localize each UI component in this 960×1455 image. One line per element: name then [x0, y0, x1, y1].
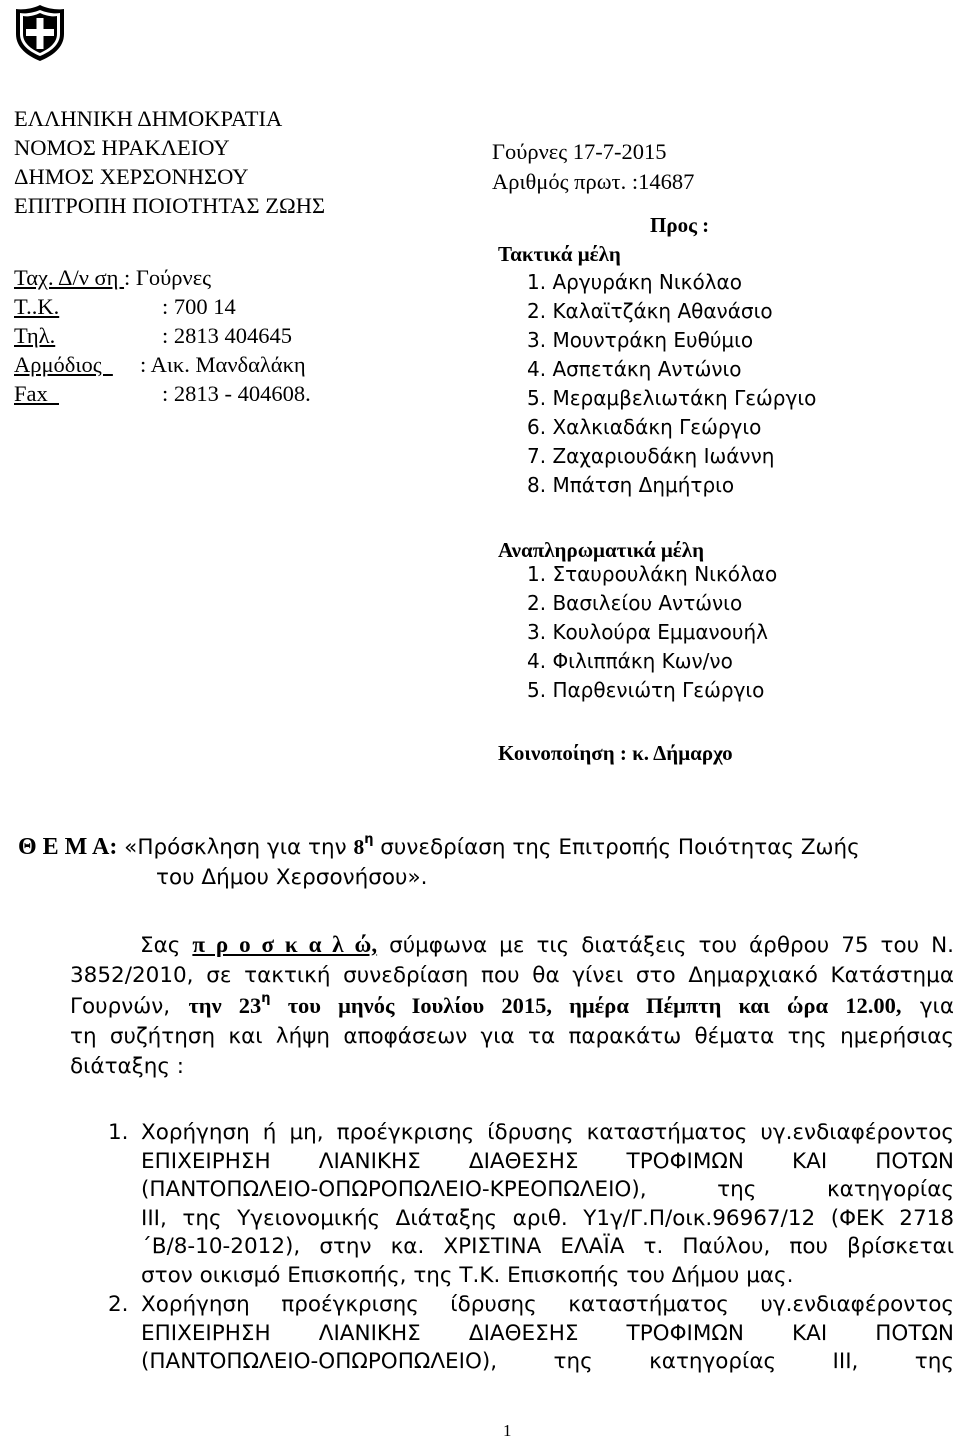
notification-recipient: Δήμαρχο: [653, 741, 733, 765]
protocol-number: Αριθμός πρωτ. :14687: [492, 169, 695, 194]
agenda-line: Χορήγηση προέγκρισης ίδρυσης καταστήματος υγ.ενδιαφέροντος: [141, 1292, 954, 1317]
place-date: Γούρνες 17-7-2015: [492, 139, 667, 164]
meeting-date: την 23: [188, 993, 262, 1018]
meeting-datetime: του μηνός Ιουλίου 2015, ημέρα Πέμπτη και ώρα 12.00,: [270, 993, 902, 1018]
agenda-line: ΙΙΙ, της Υγειονομικής Διάταξης αριθ. Υ1γ/Γ.Π/οικ.96967/12 (ΦΕΚ 2718: [141, 1205, 954, 1231]
issuer-line: ΕΛΛΗΝΙΚΗ ΔΗΜΟΚΡΑΤΙΑ: [14, 106, 283, 131]
contact-label: Αρμόδιος: [14, 352, 113, 377]
contact-label: Τ..Κ.: [14, 294, 60, 319]
notification-line: [498, 739, 733, 768]
contact-label: Fax: [14, 381, 59, 406]
regular-members-title: Τακτικά μέλη: [498, 242, 621, 266]
list-item: 5. Μεραμβελιωτάκη Γεώργιο: [527, 386, 817, 410]
alternate-members-title: Αναπληρωματικά μέλη: [498, 538, 705, 562]
paragraph-line: [70, 991, 954, 1022]
agenda-item-body: [141, 1291, 954, 1377]
subject-text: «Πρόσκληση για την: [117, 835, 354, 860]
contact-row: [14, 263, 311, 292]
list-item: 4. Φιλιππάκη Κων/νο: [527, 649, 733, 673]
contact-value: : 2813 404645: [162, 323, 293, 348]
alternate-members-list: [527, 562, 777, 707]
regular-members-list: [527, 270, 816, 502]
paragraph-line: διάταξης :: [70, 1054, 185, 1079]
subject-text: συνεδρίαση της Επιτροπής Ποιότητας Ζωής: [373, 835, 860, 860]
contact-row: [14, 350, 311, 379]
contact-row: [14, 379, 311, 408]
list-item: 4. Ασπετάκη Αντώνιο: [527, 357, 742, 381]
paragraph-text: σε τακτική συνεδρίαση που θα γίνει στο Δημαρχιακό Κατάστημα: [193, 963, 954, 988]
agenda-line: ΕΠΙΧΕΙΡΗΣΗ ΛΙΑΝΙΚΗΣ ΔΙΑΘΕΣΗΣ ΤΡΟΦΙΜΩΝ ΚΑΙ ΠΟΤΩΝ: [141, 1320, 954, 1346]
list-item: 3. Κουλούρα Εμμανουήλ: [527, 620, 769, 644]
agenda-item-number: 2.: [108, 1292, 129, 1317]
contact-label: Τηλ.: [14, 323, 56, 348]
recipients-label: Προς :: [650, 213, 710, 237]
list-item: 1. Σταυρουλάκη Νικόλαο: [527, 562, 778, 586]
agenda-line: Χορήγηση ή μη, προέγκρισης ίδρυσης καταστήματος υγ.ενδιαφέροντος: [141, 1120, 954, 1145]
page-number: 1: [503, 1421, 512, 1440]
list-item: 2. Καλαϊτζάκη Αθανάσιο: [527, 299, 773, 323]
contact-value: : Αικ. Μανδαλάκη: [140, 352, 306, 377]
issuer-line: ΔΗΜΟΣ ΧΕΡΣΟΝΗΣΟΥ: [14, 164, 249, 189]
agenda-line: ΄Β/8-10-2012), στην κα. ΧΡΙΣΤΙΝΑ ΕΛΑΪΑ τ. Παύλου, που βρίσκεται: [141, 1234, 954, 1259]
paragraph-text: για: [901, 994, 954, 1019]
agenda-item-number: 1.: [108, 1120, 129, 1145]
issuer-block: [14, 104, 325, 220]
subject-line-2: του Δήμου Χερσονήσου».: [156, 865, 428, 890]
agenda-line: στον οικισμό Επισκοπής, της Τ.Κ. Επισκοπής του Δήμου μας.: [141, 1262, 794, 1288]
list-item: 2. Βασιλείου Αντώνιο: [527, 591, 743, 615]
paragraph-text: σύμφωνα με τις διατάξεις του άρθρου 75 του Ν.: [377, 933, 954, 958]
agenda-line: ΕΠΙΧΕΙΡΗΣΗ ΛΙΑΝΙΚΗΣ ΔΙΑΘΕΣΗΣ ΤΡΟΦΙΜΩΝ ΚΑΙ ΠΟΤΩΝ: [141, 1148, 954, 1174]
list-item: 1. Αργυράκη Νικόλαο: [527, 270, 742, 294]
issuer-line: ΕΠΙΤΡΟΠΗ ΠΟΙΟΤΗΤΑΣ ΖΩΗΣ: [14, 193, 326, 218]
meeting-date-superscript: η: [261, 990, 271, 1006]
list-item: 3. Μουντράκη Ευθύμιο: [527, 328, 754, 352]
paragraph-text: Σας: [140, 933, 193, 958]
subject-line: [18, 832, 860, 863]
contact-row: [14, 321, 311, 350]
agenda-line: (ΠΑΝΤΟΠΩΛΕΙΟ-ΟΠΩΡΟΠΩΛΕΙΟ-ΚΡΕΟΠΩΛΕΙΟ), της κατηγορίας: [141, 1177, 954, 1202]
list-item: 5. Παρθενιώτη Γεώργιο: [527, 678, 765, 702]
paragraph-text: Γουρνών,: [70, 994, 189, 1019]
contact-value: : Γούρνες: [124, 265, 212, 290]
paragraph-line: [70, 961, 954, 991]
invite-word: π ρ ο σ κ α λ ώ,: [192, 932, 378, 957]
list-item: 7. Ζαχαριουδάκη Ιωάννη: [527, 444, 775, 468]
subject-session-number: 8: [353, 835, 365, 859]
agenda-line: (ΠΑΝΤΟΠΩΛΕΙΟ-ΟΠΩΡΟΠΩΛΕΙΟ), της κατηγορίας ΙΙΙ, της: [141, 1349, 954, 1374]
agenda-item-body: [141, 1119, 954, 1290]
subject-label: Θ Ε Μ Α:: [18, 834, 118, 860]
contact-value: : 700 14: [162, 294, 236, 319]
subject-superscript: η: [364, 831, 374, 847]
contact-label: Ταχ. Δ/ν ση: [14, 265, 125, 290]
paragraph-line: [70, 930, 954, 961]
notification-label: Κοινοποίηση : κ.: [498, 741, 654, 765]
paragraph-text: 3852/2010,: [70, 963, 194, 988]
paragraph-line: τη συζήτηση και λήψη αποφάσεων για τα παρακάτω θέματα της ημερήσιας: [70, 1024, 954, 1049]
greek-coat-of-arms-icon: [14, 4, 66, 62]
contact-row: [14, 292, 311, 321]
contact-value: : 2813 - 404608.: [162, 381, 311, 406]
list-item: 6. Χαλκιαδάκη Γεώργιο: [527, 415, 762, 439]
contact-block: [14, 263, 311, 408]
invitation-paragraph: [70, 930, 954, 1082]
list-item: 8. Μπάτση Δημήτριο: [527, 473, 735, 497]
issuer-line: ΝΟΜΟΣ ΗΡΑΚΛΕΙΟΥ: [14, 135, 230, 160]
